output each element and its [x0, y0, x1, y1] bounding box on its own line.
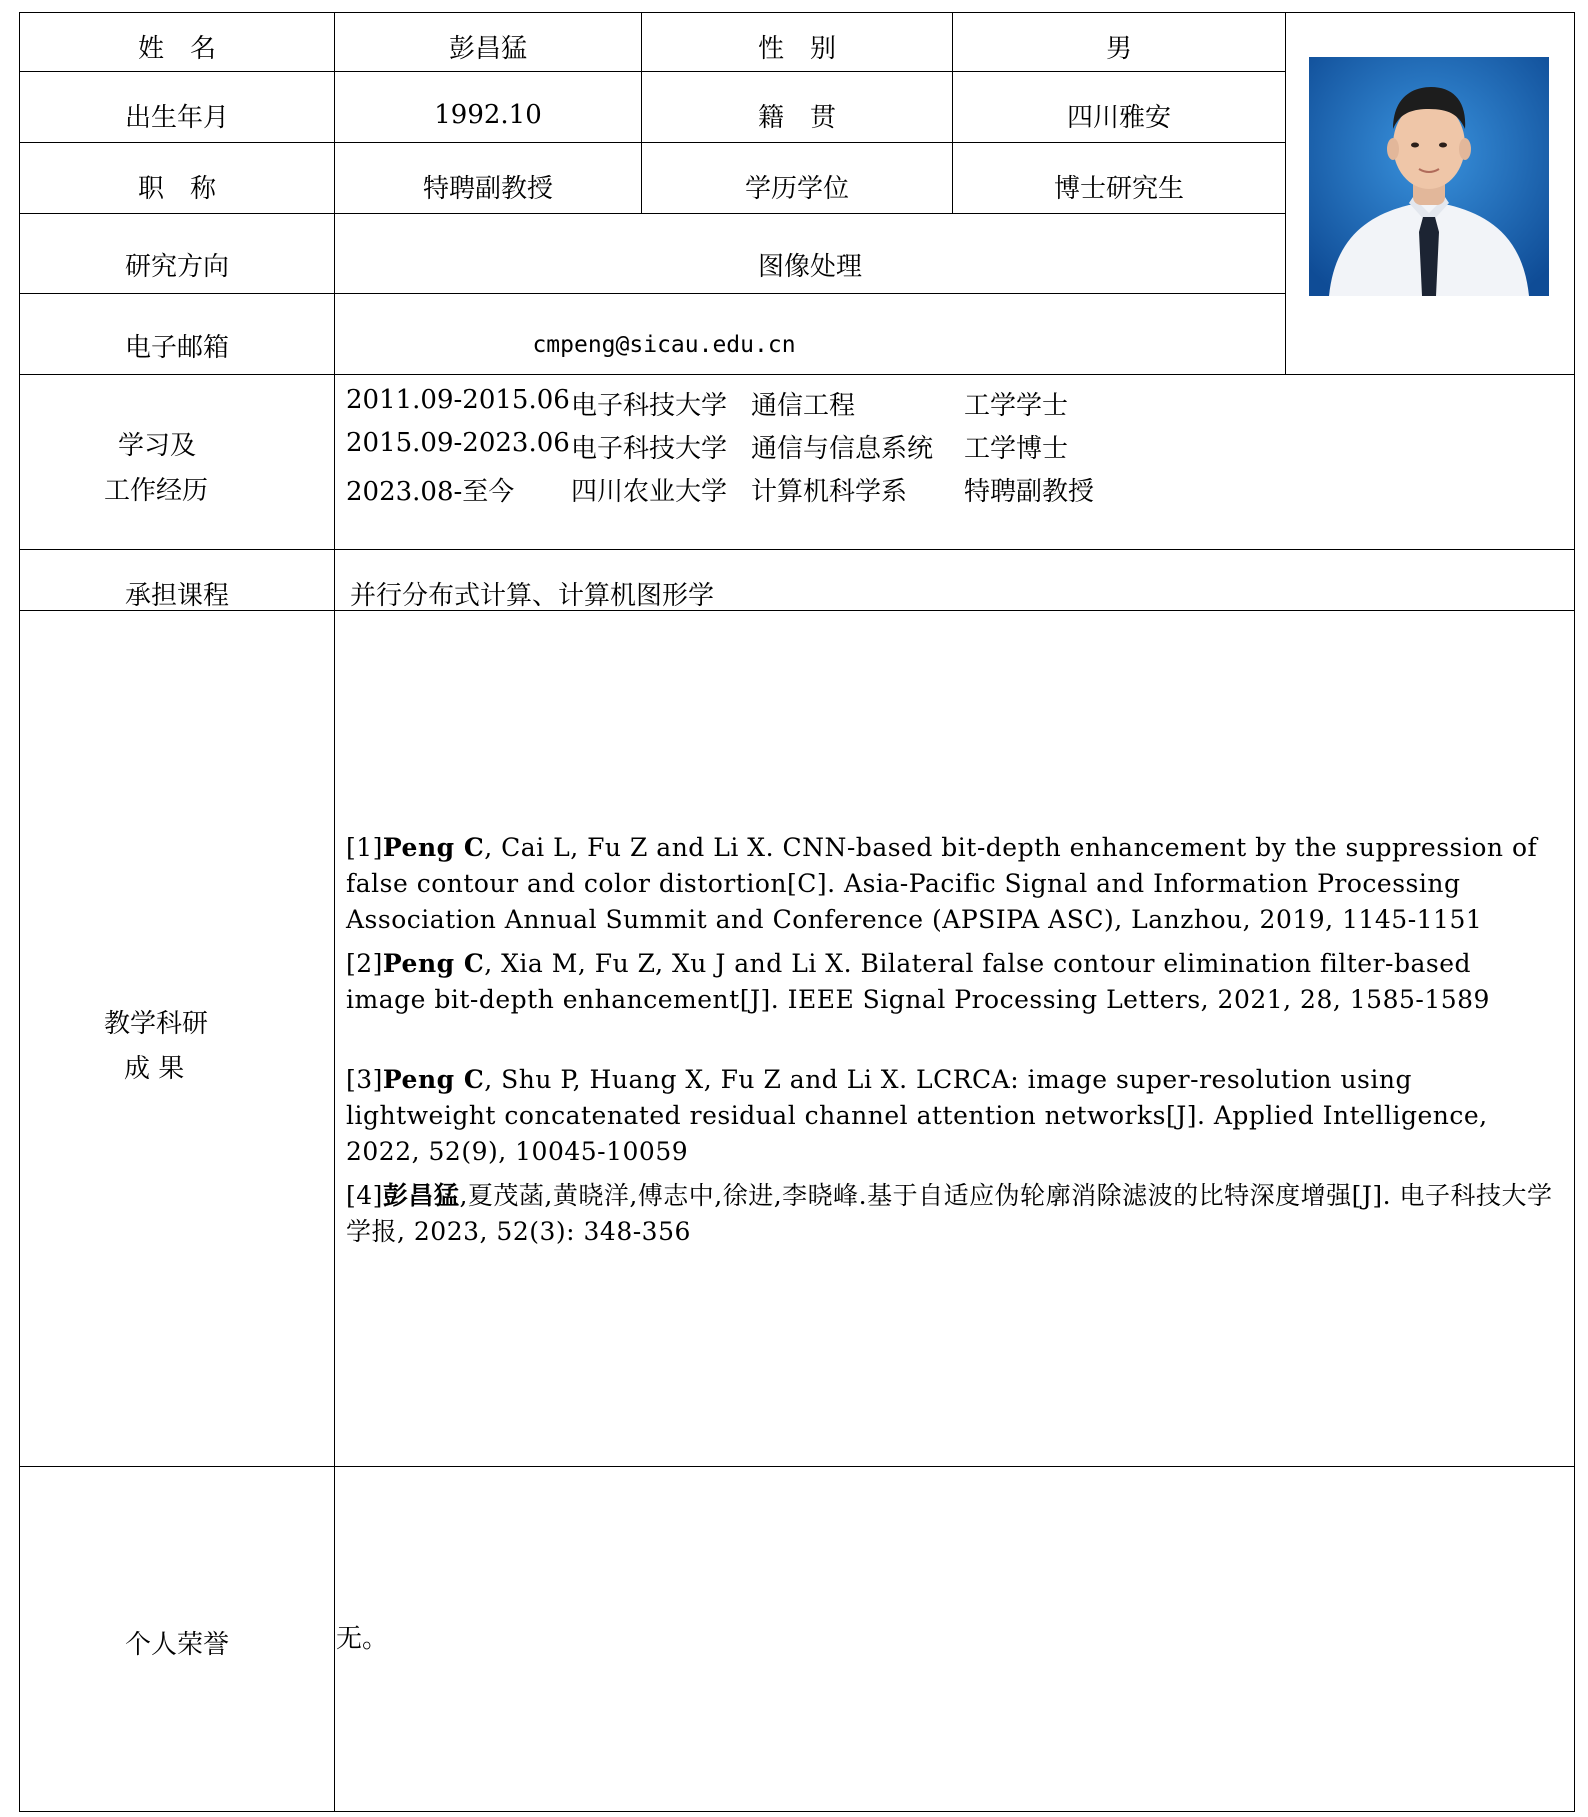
profile-photo: [1309, 57, 1549, 296]
publication-text: , Cai L, Fu Z and Li X. CNN-based bit-depth enhancement by the suppression of false contour and color distortion[C]. Asia-Pacific Signal and Information Processing Association Annual Summit and Conference (APSIPA ASC), Lanzhou, 2019, 1145-1151: [346, 833, 1538, 934]
gender-value: 男: [1105, 34, 1133, 64]
publication-index: [3]: [346, 1065, 383, 1094]
native-place-value: 四川雅安: [1066, 103, 1172, 133]
person-portrait-icon: [1309, 57, 1549, 296]
publication-index: [2]: [346, 949, 383, 978]
cell: [334, 1466, 1575, 1812]
job-title-value: 特聘副教授: [422, 174, 554, 204]
birth-value: 1992.10: [434, 100, 542, 130]
experience-major: 通信工程: [751, 391, 856, 421]
experience-degree: 特聘副教授: [964, 477, 1095, 507]
publication-index: [4]: [346, 1181, 383, 1210]
publication-author-highlight: Peng C: [382, 833, 485, 862]
degree-value: 博士研究生: [1053, 174, 1185, 204]
publication-index: [1]: [346, 833, 383, 862]
degree-label: 学历学位: [744, 174, 850, 204]
experience-degree: 工学博士: [964, 434, 1069, 464]
publication-text: ,夏茂菡,黄晓洋,傅志中,徐进,李晓峰.基于自适应伪轮廓消除滤波的比特深度增强[J]. 电子科技大学学报, 2023, 52(3): 348-356: [346, 1181, 1553, 1246]
publication-item: [346, 1178, 1556, 1250]
experience-label-line2: 工作经历: [104, 476, 209, 506]
experience-period: 2011.09-2015.06: [346, 385, 570, 415]
cell: [19, 374, 335, 550]
name-label: 姓 名: [137, 34, 217, 64]
birth-label: 出生年月: [124, 103, 230, 133]
research-direction-value: 图像处理: [757, 252, 863, 282]
job-title-label: 职 称: [137, 174, 217, 204]
publication-item: [346, 946, 1556, 1018]
publication-author-highlight: Peng C: [382, 949, 485, 978]
email-label: 电子邮箱: [124, 333, 230, 363]
experience-org: 电子科技大学: [571, 434, 728, 464]
publication-item: [346, 1062, 1556, 1170]
achievements-label-line1: 教学科研: [104, 1009, 209, 1039]
experience-label-line1: 学习及: [118, 431, 197, 461]
experience-period: 2023.08-至今: [346, 477, 515, 507]
publication-author-highlight: Peng C: [382, 1065, 485, 1094]
email-value[interactable]: cmpeng@sicau.edu.cn: [532, 332, 796, 358]
experience-degree: 工学学士: [964, 391, 1069, 421]
cell: [334, 610, 1575, 1467]
honors-label: 个人荣誉: [124, 1630, 230, 1660]
courses-value: 并行分布式计算、计算机图形学: [350, 581, 715, 611]
honors-value: 无。: [336, 1624, 389, 1654]
publication-text: , Xia M, Fu Z, Xu J and Li X. Bilateral false contour elimination filter-based image bit-depth enhancement[J]. IEEE Signal Processing Letters, 2021, 28, 1585-1589: [346, 949, 1490, 1014]
native-place-label: 籍 贯: [757, 103, 837, 133]
cell: [334, 293, 1286, 375]
experience-org: 四川农业大学: [571, 477, 728, 507]
publication-author-highlight: 彭昌猛: [382, 1181, 460, 1210]
experience-period: 2015.09-2023.06: [346, 428, 570, 458]
gender-label: 性 别: [757, 34, 837, 64]
experience-major: 通信与信息系统: [751, 434, 934, 464]
research-direction-label: 研究方向: [124, 252, 230, 282]
experience-org: 电子科技大学: [571, 391, 728, 421]
publication-text: , Shu P, Huang X, Fu Z and Li X. LCRCA: image super-resolution using lightweight concatenated residual channel attention networks[J]. Applied Intelligence, 2022, 52(9), 10045-10059: [346, 1065, 1488, 1166]
achievements-label-line2: 成 果: [124, 1054, 185, 1084]
courses-label: 承担课程: [124, 581, 230, 611]
experience-major: 计算机科学系: [751, 477, 908, 507]
name-value: 彭昌猛: [448, 34, 528, 64]
publication-item: [346, 830, 1556, 938]
